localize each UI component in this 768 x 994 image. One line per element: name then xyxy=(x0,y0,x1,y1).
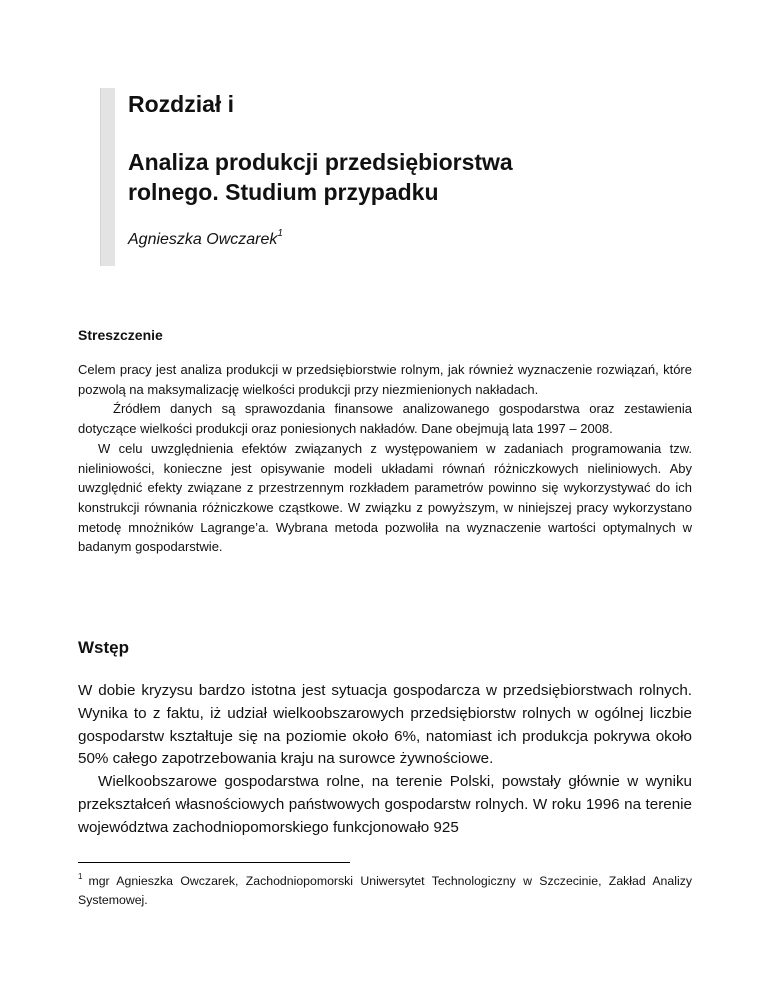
chapter-label: Rozdział i xyxy=(128,91,235,117)
footnote-divider xyxy=(78,862,350,863)
chapter-title-line-2: rolnego. Studium przypadku xyxy=(128,179,439,205)
abstract-heading: Streszczenie xyxy=(78,327,163,343)
footnote xyxy=(78,872,692,910)
abstract-paragraph: Celem pracy jest analiza produkcji w przedsiębiorstwie rolnym, jak również wyznaczenie rozwiązań, które pozwolą na maksymalizację wielkości produkcji przy niezmienionych nakładach. xyxy=(78,362,692,397)
footnote-marker: 1 xyxy=(78,872,83,881)
intro-paragraph: Wielkoobszarowe gospodarstwa rolne, na terenie Polski, powstały głównie w wyniku przekształceń własnościowych państwowych gospodarstw rolnych. W roku 1996 na terenie województwa zachodniopomorskiego funkcjonowało 925 xyxy=(78,773,692,836)
abstract-paragraph: W celu uwzględnienia efektów związanych z występowaniem w zadaniach programowania tzw. nieliniowości, konieczne jest opisywanie modeli układami równań różniczkowych nieliniowych. Aby uwzględnić efekty związane z przestrzennym rozkładem parametrów powinno się wykorzystywać do ich konstrukcji równania różniczkowe cząstkowe. W związku z powyższym, w niniejszej pracy wykorzystano metodę mnożników Lagrange’a. Wybrana metoda pozwoliła na wyznaczenie wartości optymalnych w badanym gospodarstwie. xyxy=(78,440,692,555)
intro-paragraph: W dobie kryzysu bardzo istotna jest sytuacja gospodarcza w przedsiębiorstwach rolnych. Wynika to z faktu, iż udział wielkoobszarowych przedsiębiorstw rolnych w ogólnej liczbie gospodarstw kształtuje się na poziomie około 6%, natomiast ich produkcja pokrywa około 50% całego zapotrzebowania kraju na surowce żywnościowe. xyxy=(78,682,692,768)
author-footnote-ref: 1 xyxy=(277,228,283,239)
intro-body xyxy=(78,680,692,840)
abstract-paragraph: Źródłem danych są sprawozdania finansowe analizowanego gospodarstwa oraz zestawienia dotyczące wielkości produkcji oraz poniesionych nakładów. Dane obejmują lata 1997 – 2008. xyxy=(78,401,692,437)
footnote-text: mgr Agnieszka Owczarek, Zachodniopomorski Uniwersytet Technologiczny w Szczecinie, Zakład Analizy Systemowej. xyxy=(78,874,692,907)
chapter-title-line-1: Analiza produkcji przedsiębiorstwa xyxy=(128,149,513,175)
abstract-body xyxy=(78,360,692,557)
chapter-header xyxy=(100,88,620,268)
author-line xyxy=(128,230,283,250)
chapter-title xyxy=(128,147,608,207)
author-name: Agnieszka Owczarek xyxy=(128,231,278,248)
chapter-side-bar xyxy=(100,88,115,266)
intro-heading: Wstęp xyxy=(78,638,129,657)
